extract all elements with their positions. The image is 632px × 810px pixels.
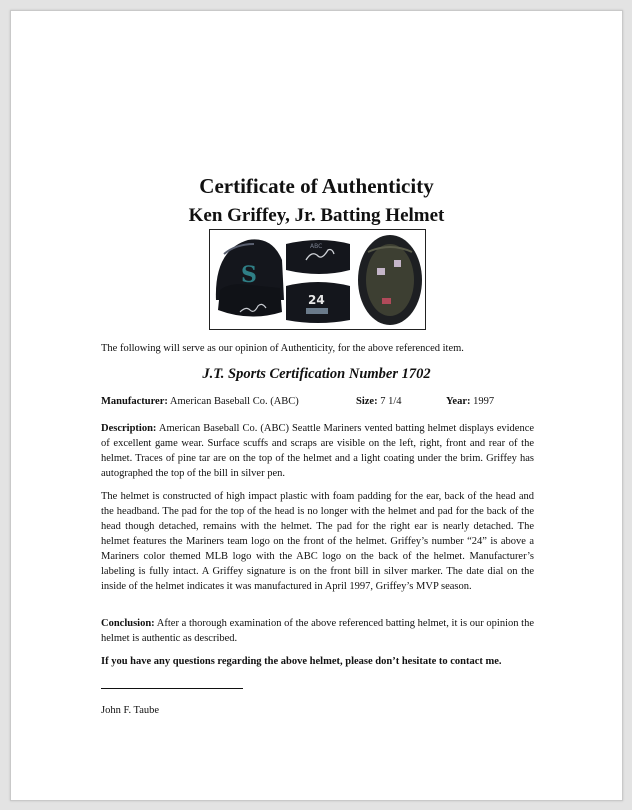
helmet-photo-collage xyxy=(209,229,426,330)
description-text: American Baseball Co. (ABC) Seattle Mariners vented batting helmet displays evidence of excellent game wear. Surface scuffs and scraps are visible on the left, right, front and rear of the helmet. Traces of pine tar are on the top of the helmet and a light coating under the brim. Griffey has autographed the top of the bill in silver pen. xyxy=(101,423,535,479)
year-spec xyxy=(446,394,494,409)
manufacturer-value: American Baseball Co. (ABC) xyxy=(169,396,299,407)
manufacturer-spec xyxy=(101,394,299,409)
size-spec xyxy=(356,394,402,409)
document-subtitle: Ken Griffey, Jr. Batting Helmet xyxy=(188,205,445,226)
helmet-photo-image xyxy=(210,230,425,329)
svg-text:S: S xyxy=(241,262,257,288)
signature-line xyxy=(101,688,243,689)
certification-number: J.T. Sports Certification Number 1702 xyxy=(202,366,431,382)
contact-note: If you have any questions regarding the above helmet, please don’t hesitate to contact me. xyxy=(101,656,502,667)
conclusion-text: After a thorough examination of the above referenced batting helmet, it is our opinion the helmet is authentic as described. xyxy=(101,618,535,644)
manufacturer-label: Manufacturer: xyxy=(101,396,168,407)
description-paragraph xyxy=(101,421,534,481)
signer-name: John F. Taube xyxy=(101,705,160,716)
size-label: Size: xyxy=(356,396,378,407)
conclusion-paragraph xyxy=(101,616,534,646)
intro-paragraph: The following will serve as our opinion of Authenticity, for the above referenced item. xyxy=(101,343,464,354)
svg-text:24: 24 xyxy=(308,293,325,307)
conclusion-label: Conclusion: xyxy=(101,618,155,629)
document-title: Certificate of Authenticity xyxy=(199,174,434,198)
svg-text:ABC: ABC xyxy=(310,243,323,250)
size-value: 7 1/4 xyxy=(380,396,402,407)
year-label: Year: xyxy=(446,396,471,407)
document-page xyxy=(10,10,623,801)
year-value: 1997 xyxy=(473,396,495,407)
helmet-details-paragraph: The helmet is constructed of high impact plastic with foam padding for the ear, back of the head and the headband. The pad for the top of the head is no longer with the helmet and pad for the back of the head though detached, remains with the helmet. The pad for the right ear is nearly detached. The helmet features the Mariners team logo on the front of the helmet. Griffey’s number “24” is above a Mariners color themed MLB logo with the ABC logo on the back of the helmet. Manufacturer’s labeling is fully intact. A Griffey signature is on the front bill in silver marker. The date dial on the inside of the helmet indicates it was manufactured in April 1997, Griffey’s MVP season. xyxy=(101,491,534,592)
description-label: Description: xyxy=(101,423,157,434)
